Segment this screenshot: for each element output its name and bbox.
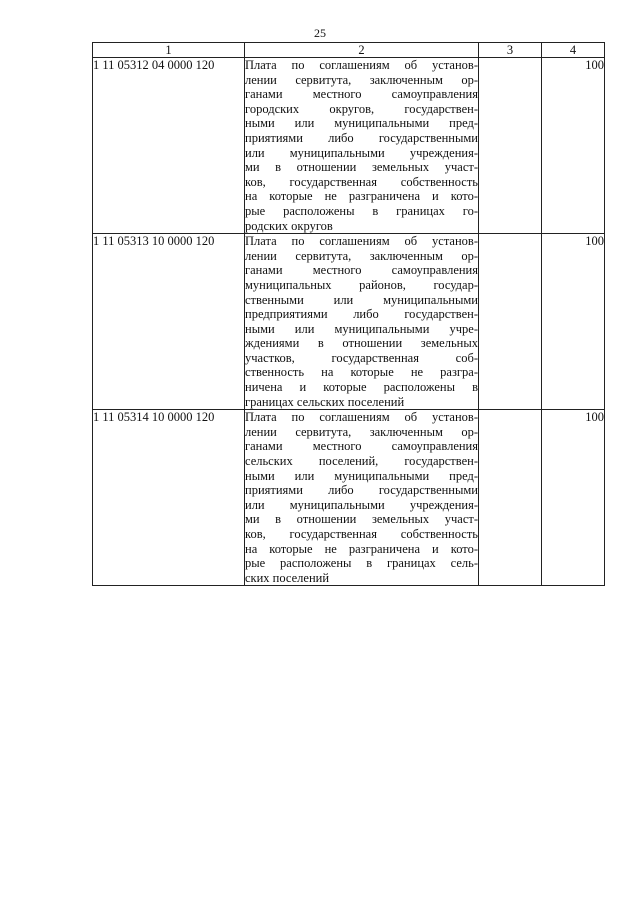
description-line: городских округов, государствен- (245, 101, 478, 116)
revenue-description-cell (245, 410, 479, 586)
table-header-row (93, 43, 605, 58)
description-line: ственными или муниципальными (245, 292, 478, 307)
description-line: или муниципальными учреждения- (245, 145, 478, 160)
description-line: ков, государственная собственность (245, 174, 478, 189)
description-line: ков, государственная собственность (245, 527, 478, 541)
column-header-3: 3 (479, 43, 542, 58)
description-line: Плата по соглашениям об установ- (245, 410, 478, 425)
description-line: предприятиями либо государствен- (245, 307, 478, 322)
column-header-2: 2 (245, 43, 479, 58)
column-3-cell (479, 58, 542, 234)
revenue-codes-table (92, 42, 605, 586)
standard-percent-cell: 100 (542, 410, 605, 586)
description-line: приятиями либо государственными (245, 130, 478, 145)
description-line: Плата по соглашениям об установ- (245, 58, 478, 72)
table-row (93, 410, 605, 586)
description-line: ными или муниципальными пред- (245, 468, 478, 483)
description-line: ничена и которые расположены в (245, 380, 478, 395)
description-line: ными или муниципальными пред- (245, 116, 478, 131)
page-number: 25 (314, 26, 326, 40)
description-line: ственность на которые не разгра- (245, 365, 478, 380)
description-line: или муниципальными учреждения- (245, 497, 478, 512)
standard-percent-cell: 100 (542, 234, 605, 410)
budget-code-cell: 1 11 05313 10 0000 120 (93, 234, 245, 410)
description-line: границах сельских поселений (245, 394, 405, 409)
column-header-4: 4 (542, 43, 605, 58)
description-line: Плата по соглашениям об установ- (245, 234, 478, 249)
description-line: ганами местного самоуправления (245, 263, 478, 278)
description-line: приятиями либо государственными (245, 483, 478, 498)
standard-percent-cell: 100 (542, 58, 605, 234)
description-line: рые расположены в границах сель- (245, 556, 478, 571)
revenue-description-cell (245, 58, 479, 234)
description-line: на которые не разграничена и кото- (245, 541, 478, 556)
description-line: сельских поселений, государствен- (245, 454, 478, 469)
description-line: лении сервитута, заключенным ор- (245, 248, 478, 263)
column-header-1: 1 (93, 43, 245, 58)
description-line: на которые не разграничена и кото- (245, 189, 478, 204)
table-row (93, 234, 605, 410)
description-line: рые расположены в границах го- (245, 203, 478, 218)
description-line: ными или муниципальными учре- (245, 321, 478, 336)
table-row (93, 58, 605, 234)
description-line: участков, государственная соб- (245, 350, 478, 365)
description-line: ждениями в отношении земельных (245, 336, 478, 351)
description-line: родских округов (245, 218, 333, 233)
description-line: муниципальных районов, государ- (245, 277, 478, 292)
column-3-cell (479, 410, 542, 586)
description-line: ми в отношении земельных участ- (245, 512, 478, 527)
description-line: ских поселений (245, 570, 330, 585)
description-line: ганами местного самоуправления (245, 87, 478, 102)
description-line: лении сервитута, заключенным ор- (245, 424, 478, 439)
description-line: ганами местного самоуправления (245, 439, 478, 454)
budget-code-cell: 1 11 05312 04 0000 120 (93, 58, 245, 234)
description-line: ми в отношении земельных участ- (245, 160, 478, 175)
table-body (93, 58, 605, 586)
revenue-description-cell (245, 234, 479, 410)
budget-code-cell: 1 11 05314 10 0000 120 (93, 410, 245, 586)
description-line: лении сервитута, заключенным ор- (245, 72, 478, 87)
column-3-cell (479, 234, 542, 410)
